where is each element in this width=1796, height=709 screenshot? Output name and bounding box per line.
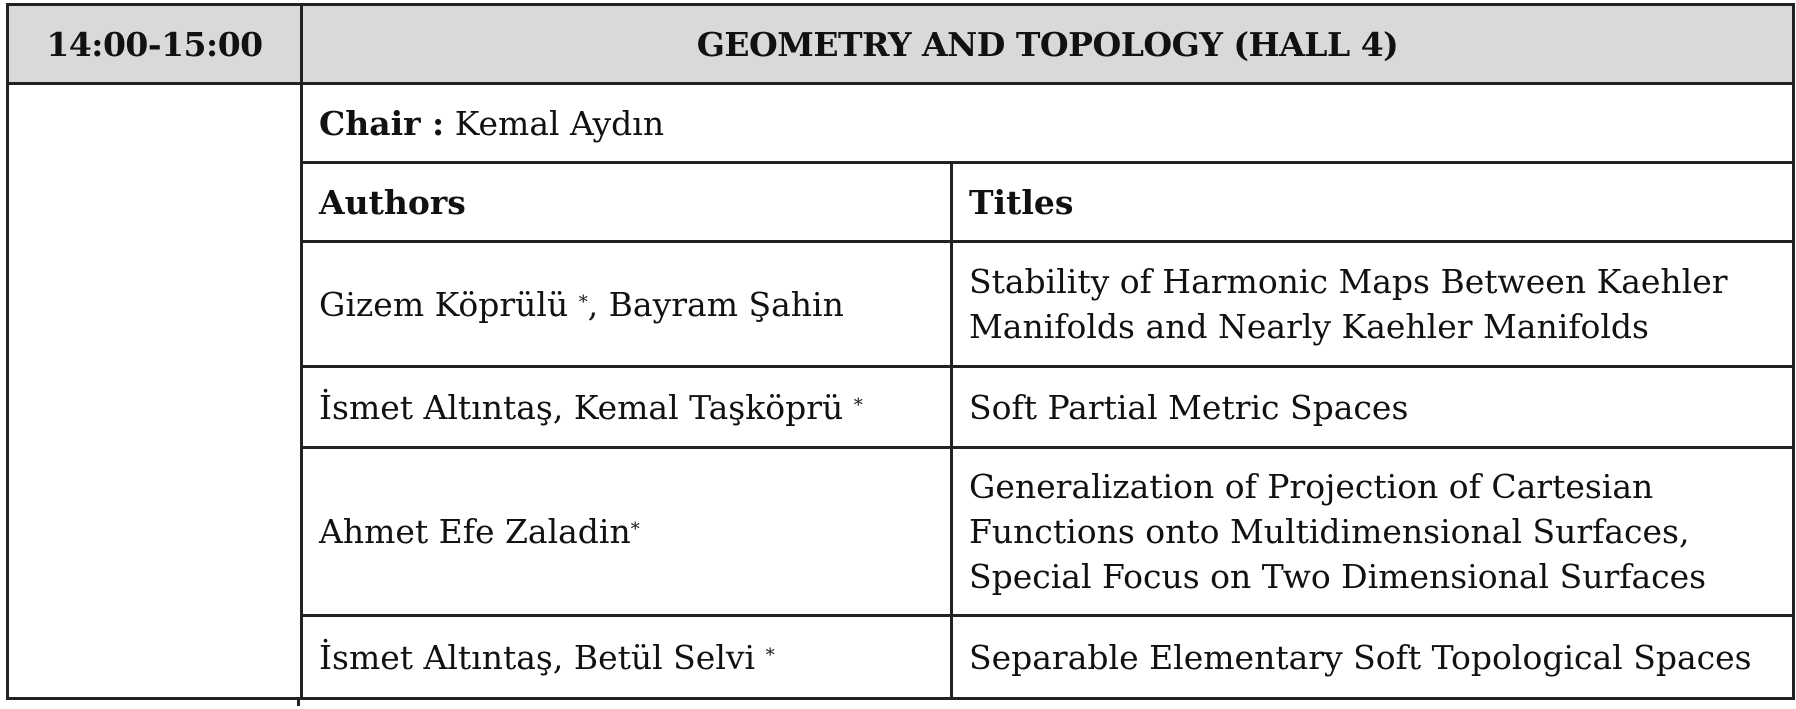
chair-label: Chair : — [319, 103, 445, 143]
authors-cell — [302, 367, 952, 448]
titles-header: Titles — [952, 163, 1794, 242]
session-title: GEOMETRY AND TOPOLOGY (HALL 4) — [302, 5, 1794, 84]
chair-row — [8, 84, 1794, 163]
authors-text: , Bayram Şahin — [587, 284, 844, 324]
presenter-mark: * — [765, 644, 775, 666]
authors-text: İsmet Altıntaş, Kemal Taşköprü — [319, 387, 854, 427]
title-cell — [952, 242, 1794, 367]
presenter-mark: * — [578, 291, 588, 313]
session-table — [6, 3, 1795, 700]
time-column-blank — [8, 84, 302, 699]
title-cell — [952, 616, 1794, 699]
authors-text: İsmet Altıntaş, Betül Selvi — [319, 637, 766, 677]
authors-cell — [302, 448, 952, 616]
title-line: Separable Elementary Soft Topological Spaces — [969, 637, 1752, 677]
authors-cell — [302, 616, 952, 699]
presenter-mark: * — [853, 394, 863, 416]
authors-text: Ahmet Efe Zaladin — [319, 512, 631, 551]
authors-text: Gizem Köprülü — [319, 284, 579, 324]
title-line: Functions onto Multidimensional Surfaces, — [969, 512, 1690, 551]
presenter-mark: * — [630, 519, 640, 540]
session-time: 14:00-15:00 — [8, 5, 302, 84]
title-line: Soft Partial Metric Spaces — [969, 387, 1409, 427]
title-line: Generalization of Projection of Cartesian — [969, 467, 1654, 506]
title-cell — [952, 448, 1794, 616]
title-line: Manifolds and Nearly Kaehler Manifolds — [969, 307, 1649, 346]
chair-cell — [302, 84, 1794, 163]
next-row-divider — [297, 697, 300, 706]
title-cell — [952, 367, 1794, 448]
next-row-border — [6, 697, 1792, 709]
authors-header: Authors — [302, 163, 952, 242]
chair-name: Kemal Aydın — [454, 103, 665, 143]
authors-cell — [302, 242, 952, 367]
title-line: Special Focus on Two Dimensional Surfaces — [969, 557, 1707, 596]
session-header-row — [8, 5, 1794, 84]
title-line: Stability of Harmonic Maps Between Kaehler — [969, 262, 1728, 301]
